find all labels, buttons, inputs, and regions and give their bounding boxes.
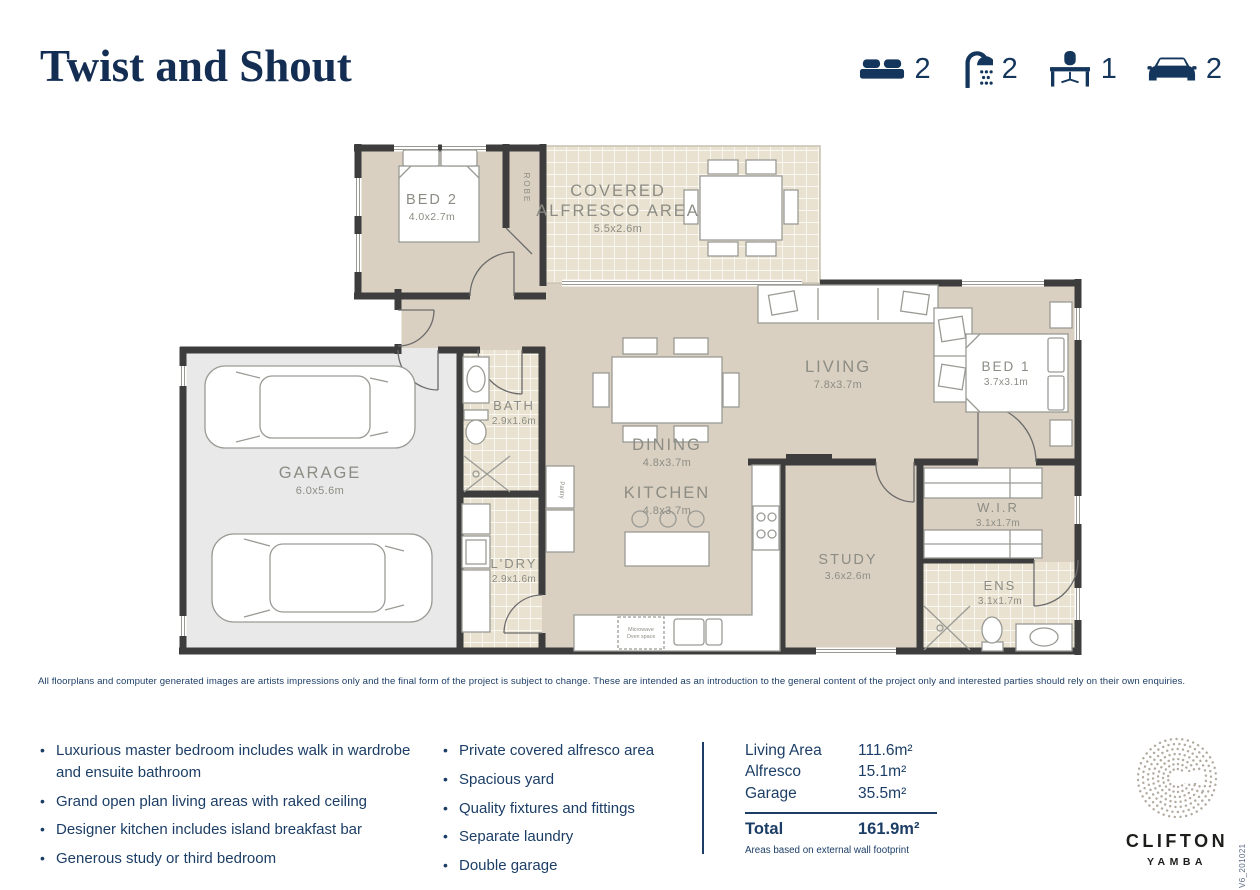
svg-text:2.9x1.6m: 2.9x1.6m: [491, 416, 537, 427]
feature-list-left: [40, 740, 420, 877]
area-label: Alfresco: [745, 763, 801, 781]
feature-item: • Separate laundry: [443, 826, 693, 848]
feature-item: • Spacious yard: [443, 769, 693, 791]
stat-cars: [1147, 53, 1222, 86]
logo-dot-spiral-icon: [1132, 736, 1222, 820]
room-label-bed2: BED 2: [406, 192, 458, 208]
total-value: 161.9m²: [858, 820, 920, 839]
feature-item: • Double garage: [443, 855, 693, 877]
total-label: Total: [745, 820, 784, 839]
logo-location: YAMBA: [1146, 856, 1208, 868]
stats-row: [859, 50, 1222, 88]
stat-baths: [961, 50, 1018, 88]
room-label-bed1: BED 1: [981, 359, 1031, 374]
page-title: Twist and Shout: [40, 41, 352, 91]
svg-text:ALFRESCO AREA: ALFRESCO AREA: [536, 202, 700, 220]
area-total-row: [745, 812, 937, 839]
disclaimer-text: All floorplans and computer generated images are artists impressions only and the final form of the project is subject to change. These are intended as an introduction to the general content of the project only and interested parties should rely on their own enquiries.: [38, 676, 1186, 687]
room-label-alfresco: COVERED: [570, 182, 666, 200]
svg-text:3.6x2.6m: 3.6x2.6m: [824, 570, 872, 582]
stat-study: [1048, 50, 1117, 88]
room-label-dining: DINING: [632, 436, 702, 454]
svg-text:3.7x3.1m: 3.7x3.1m: [983, 377, 1029, 388]
room-label-wir: W.I.R: [977, 500, 1019, 515]
area-row: [745, 740, 937, 761]
feature-item: • Generous study or third bedroom: [40, 848, 420, 870]
feature-item: • Private covered alfresco area: [443, 740, 693, 762]
area-label: Living Area: [745, 742, 822, 759]
room-label-ens: ENS: [983, 578, 1017, 593]
feature-list-right: [443, 740, 693, 884]
room-label-garage: GARAGE: [278, 464, 362, 482]
bath-count: 2: [1001, 52, 1018, 85]
car-count: 2: [1205, 52, 1222, 85]
stat-beds: [859, 53, 930, 86]
svg-text:3.1x1.7m: 3.1x1.7m: [975, 518, 1021, 529]
svg-text:3.1x1.7m: 3.1x1.7m: [977, 596, 1023, 607]
area-value: 35.5m²: [858, 784, 907, 802]
area-value: 111.6m²: [858, 742, 913, 759]
areas-footnote: Areas based on external wall footprint: [745, 845, 909, 857]
feature-item: • Luxurious master bedroom includes walk in wardrobe and ensuite bathroom: [40, 740, 420, 784]
microwave-label: Microwave: [628, 627, 654, 633]
bed-count: 2: [914, 52, 931, 85]
room-label-pantry: Pantry: [558, 481, 564, 499]
car-icon: [1147, 54, 1197, 84]
svg-text:7.8x3.7m: 7.8x3.7m: [813, 379, 863, 391]
svg-text:2.9x1.6m: 2.9x1.6m: [491, 574, 537, 585]
room-label-robe: ROBE: [522, 172, 531, 204]
svg-text:4.8x3.7m: 4.8x3.7m: [642, 505, 692, 517]
svg-text:6.0x5.6m: 6.0x5.6m: [295, 485, 345, 497]
area-row: [745, 783, 937, 804]
clifton-logo: [1118, 736, 1236, 868]
bed-icon: [859, 54, 905, 84]
desk-icon: [1048, 50, 1092, 88]
room-label-ldry: L'DRY: [490, 556, 538, 571]
svg-text:5.5x2.6m: 5.5x2.6m: [593, 223, 643, 235]
study-count: 1: [1100, 52, 1117, 85]
tv-unit: [786, 454, 832, 463]
version-code: V6_201021: [1238, 843, 1247, 888]
room-label-living: LIVING: [804, 358, 872, 376]
floor-plan: [170, 138, 1085, 660]
svg-text:4.8x3.7m: 4.8x3.7m: [642, 457, 692, 469]
feature-item: • Designer kitchen includes island breakfast bar: [40, 819, 420, 841]
room-label-bath: BATH: [493, 398, 535, 413]
room-label-study: STUDY: [818, 552, 878, 568]
area-row: [745, 761, 937, 782]
svg-text:Oven space: Oven space: [626, 634, 656, 640]
svg-text:4.0x2.7m: 4.0x2.7m: [408, 211, 456, 223]
area-value: 15.1m²: [858, 763, 907, 781]
room-label-kitchen: KITCHEN: [623, 484, 711, 502]
areas-table: [745, 740, 937, 856]
feature-item: • Quality fixtures and fittings: [443, 798, 693, 820]
area-label: Garage: [745, 784, 797, 802]
logo-name: CLIFTON: [1125, 831, 1229, 851]
shower-icon: [961, 50, 993, 88]
feature-item: • Grand open plan living areas with raked ceiling: [40, 791, 420, 813]
divider-line: [702, 742, 704, 854]
